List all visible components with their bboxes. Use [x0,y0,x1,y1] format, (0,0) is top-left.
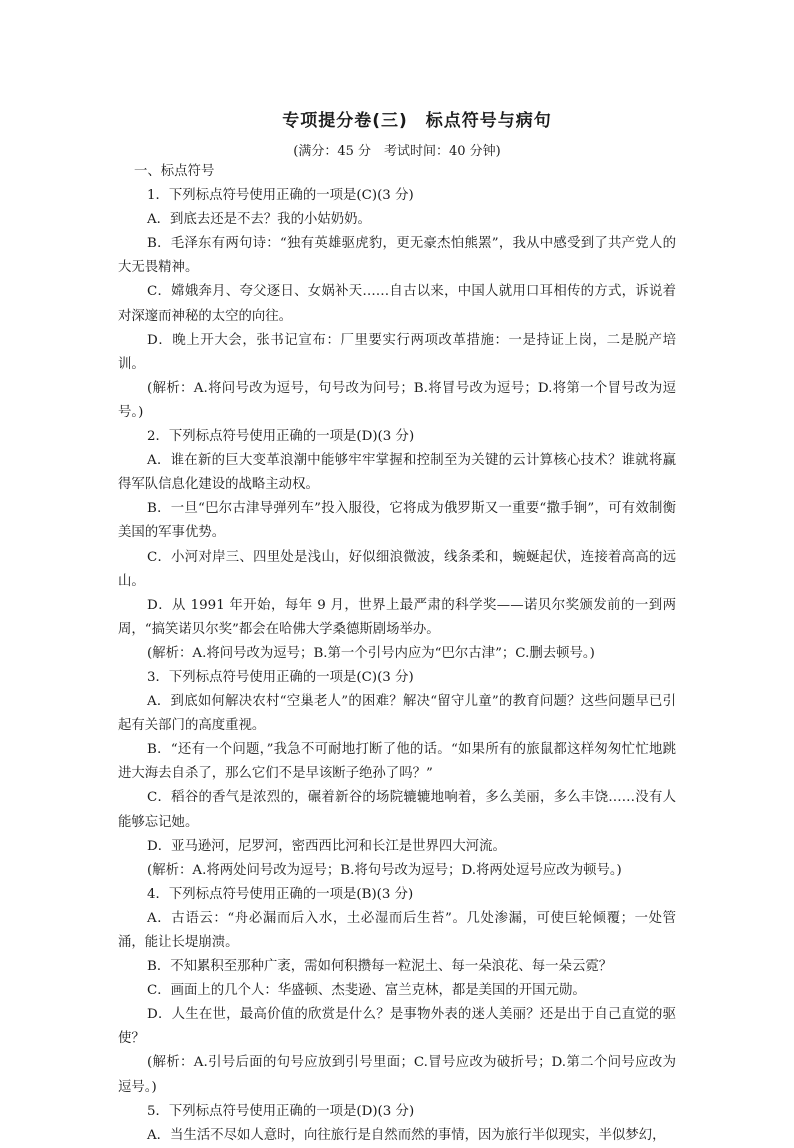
option: B．毛泽东有两句诗：“独有英雄驱虎豹，更无豪杰怕熊罴”，我从中感受到了共产党人的大无畏精神。 [118,236,676,276]
option: D．晚上开大会，张书记宣布：厂里要实行两项改革措施：一是持证上岗，二是脱产培训。 [118,332,676,372]
page-title: 专项提分卷(三) 标点符号与病句 [282,111,552,131]
analysis: (解析：A.将两处问号改为逗号；B.将句号改为逗号；D.将两处逗号应改为顿号。) [147,862,622,878]
question-stem: 2．下列标点符号使用正确的一项是(D)(3 分) [147,429,415,445]
option: C．嫦娥奔月、夸父逐日、女娲补天……自古以来，中国人就用口耳相传的方式，诉说着对深邃而神秘的太空的向往。 [118,284,676,324]
option: C．小河对岸三、四里处是浅山，好似细浪微波，线条柔和，蜿蜒起伏，连接着高高的远山。 [118,549,676,589]
option: B．“还有一个问题，”我急不可耐地打断了他的话。“如果所有的旅鼠都这样匆匆忙忙地跳进大海去自杀了，那么它们不是早该断子绝孙了吗？” [118,742,676,782]
option: A．到底去还是不去？我的小姑奶奶。 [147,212,371,228]
question-stem: 1．下列标点符号使用正确的一项是(C)(3 分) [147,188,414,204]
option: D．亚马逊河，尼罗河，密西西比河和长江是世界四大河流。 [147,838,506,854]
question-stem: 5．下列标点符号使用正确的一项是(D)(3 分) [147,1103,415,1119]
section-heading: 一、标点符号 [134,164,215,179]
option: A．到底如何解决农村“空巢老人”的困难？解决“留守儿童”的教育问题？这些问题早已引起有关部门的高度重视。 [118,694,676,734]
option: C．画面上的几个人：华盛顿、杰斐逊、富兰克林，都是美国的开国元勋。 [147,983,586,999]
option: C．稻谷的香气是浓烈的，碾着新谷的场院辘辘地响着，多么美丽，多么丰饶……没有人能够忘记她。 [118,790,676,830]
exam-info: (满分：45 分 考试时间：40 分钟) [293,144,501,159]
question-stem: 4．下列标点符号使用正确的一项是(B)(3 分) [147,886,414,902]
option: A．当生活不尽如人意时，向往旅行是自然而然的事情，因为旅行半似现实，半似梦幻， [147,1127,666,1143]
option: B．不知累积至那种广袤，需如何积攒每一粒泥土、每一朵浪花、每一朵云霓？ [147,959,613,975]
option: B．一旦“巴尔古津导弹列车”投入服役，它将成为俄罗斯又一重要“撒手锏”，可有效制衡美国的军事优势。 [118,501,676,541]
analysis: (解析：A.引号后面的句号应放到引号里面；C.冒号应改为破折号；D.第二个问号应改为逗号。) [118,1055,676,1095]
option: D．从 1991 年开始，每年 9 月，世界上最严肃的科学奖——诺贝尔奖颁发前的一到两周，“搞笑诺贝尔奖”都会在哈佛大学桑德斯剧场举办。 [118,597,676,637]
option: A．古语云：“舟必漏而后入水，土必湿而后生苔”。几处渗漏，可使巨轮倾覆；一处管涌，能让长堤崩溃。 [118,910,676,950]
analysis: (解析：A.将问号改为逗号；B.第一个引号内应为“巴尔古津”；C.删去顿号。) [147,645,595,661]
option: A．谁在新的巨大变革浪潮中能够牢牢掌握和控制至为关键的云计算核心技术？谁就将赢得军队信息化建设的战略主动权。 [118,453,676,493]
question-stem: 3．下列标点符号使用正确的一项是(C)(3 分) [147,669,414,685]
document-body [118,160,676,1148]
option: D．人生在世，最高价值的欣赏是什么？是事物外表的迷人美丽？还是出于自己直觉的驱使？ [118,1007,676,1047]
analysis: (解析：A.将问号改为逗号，句号改为问号；B.将冒号改为逗号；D.将第一个冒号改为逗号。) [118,380,676,420]
